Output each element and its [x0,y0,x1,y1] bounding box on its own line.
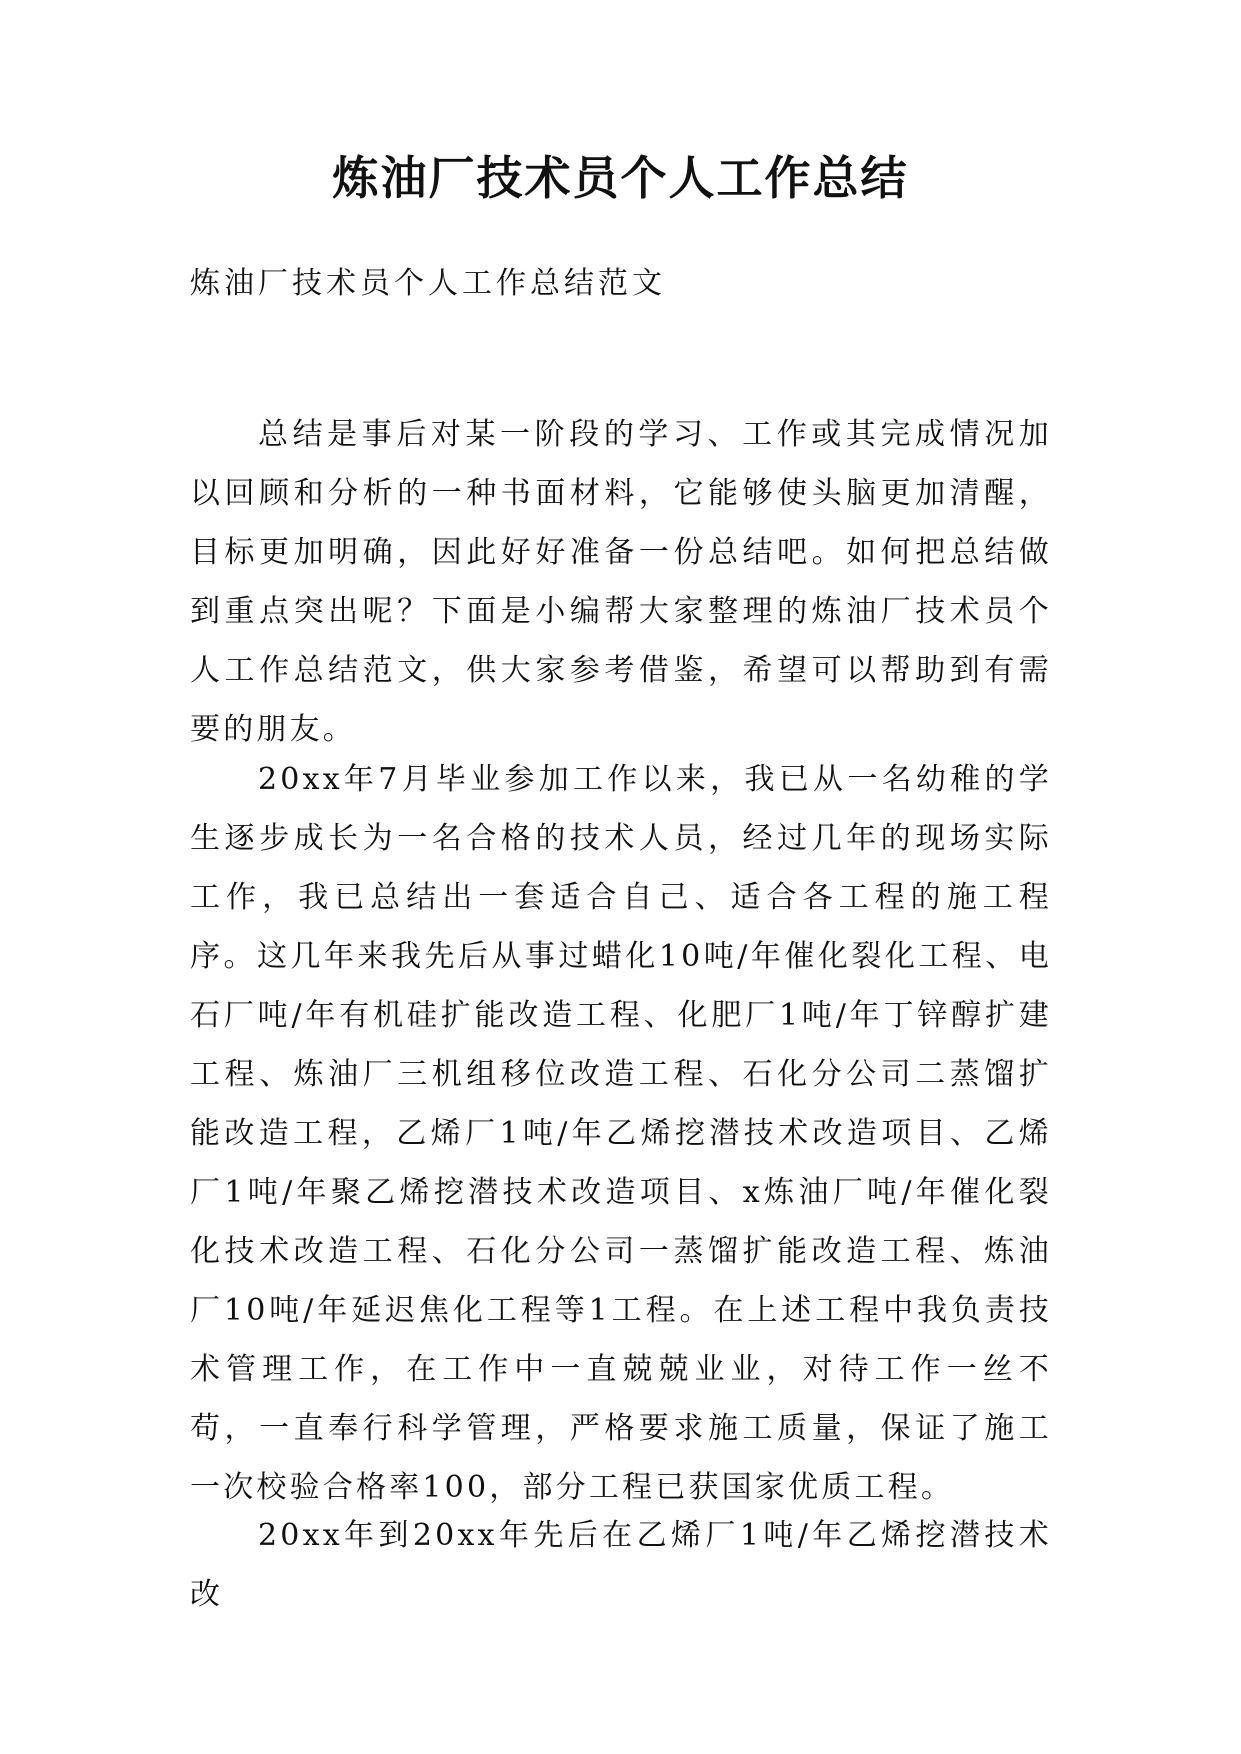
document-subtitle: 炼油厂技术员个人工作总结范文 [190,266,666,301]
document-title: 炼油厂技术员个人工作总结 [332,151,909,205]
paragraph-intro: 总结是事后对某一阶段的学习、工作或其完成情况加以回顾和分析的一种书面材料，它能够使头脑更加清醒，目标更加明确，因此好好准备一份总结吧。如何把总结做到重点突出呢？下面是小编帮大家整理的炼油厂技术员个人工作总结范文，供大家参考借鉴，希望可以帮助到有需要的朋友。 [190,417,1052,747]
paragraph-continued: 20xx年到20xx年先后在乙烯厂1吨/年乙烯挖潜技术改 [190,1518,1052,1612]
paragraph-work-history: 20xx年7月毕业参加工作以来，我已从一名幼稚的学生逐步成长为一名合格的技术人员，经过几年的现场实际工作，我已总结出一套适合自己、适合各工程的施工程序。这几年来我先后从事过蜡化10吨/年催化裂化工程、电石厂吨/年有机硅扩能改造工程、化肥厂1吨/年丁锌醇扩建工程、炼油厂三机组移位改造工程、石化分公司二蒸馏扩能改造工程，乙烯厂1吨/年乙烯挖潜技术改造项目、乙烯厂1吨/年聚乙烯挖潜技术改造项目、x炼油厂吨/年催化裂化技术改造工程、石化分公司一蒸馏扩能改造工程、炼油厂10吨/年延迟焦化工程等1工程。在上述工程中我负责技术管理工作，在工作中一直兢兢业业，对待工作一丝不苟，一直奉行科学管理，严格要求施工质量，保证了施工一次校验合格率100，部分工程已获国家优质工程。 [190,762,1052,1505]
